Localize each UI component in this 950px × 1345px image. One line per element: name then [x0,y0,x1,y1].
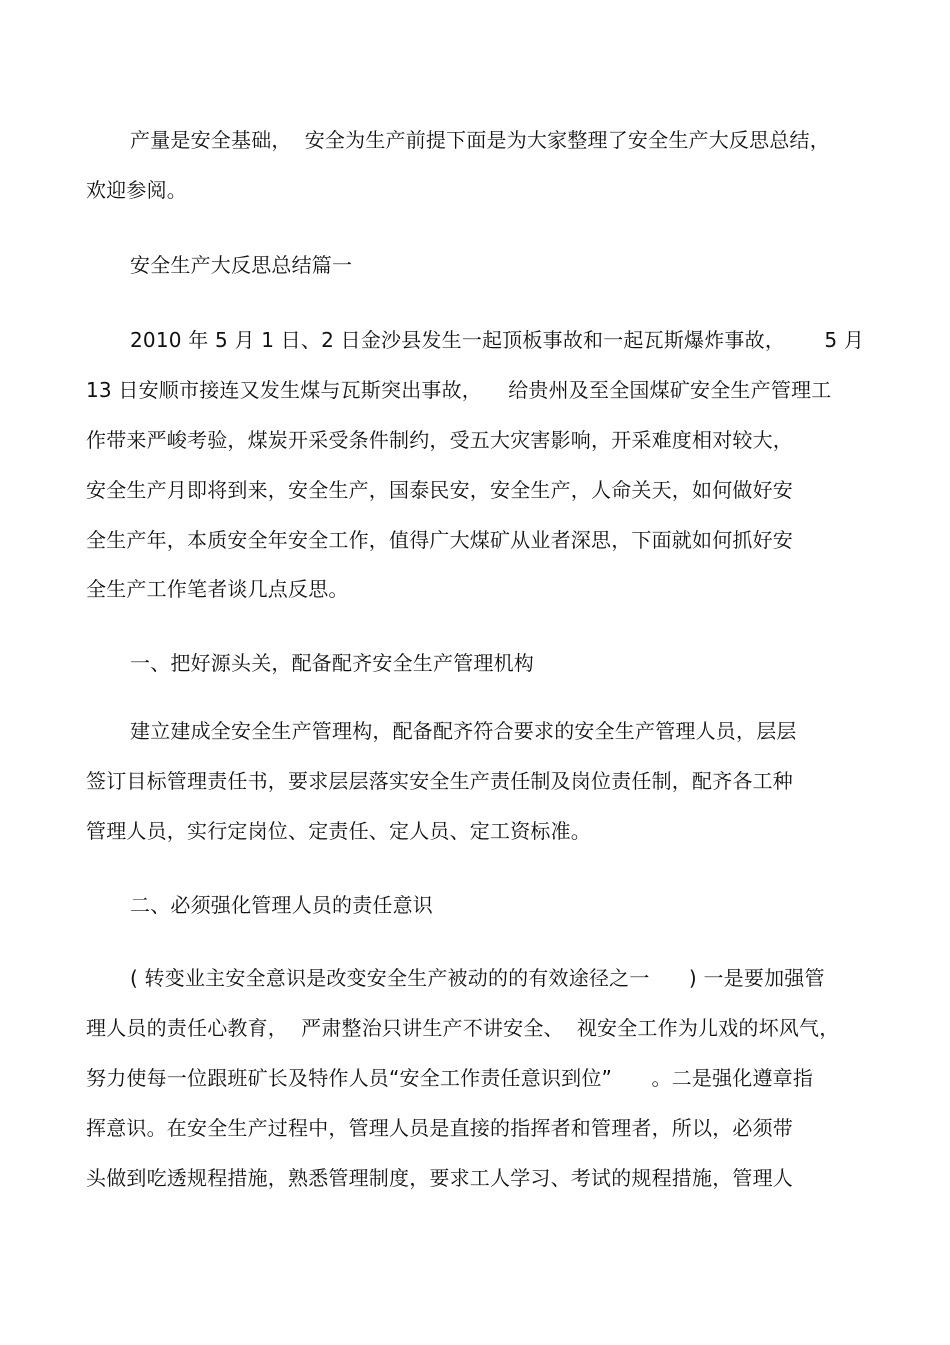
paragraph-section-2-line-1: ( 转变业主安全意识是改变安全生产被动的的有效途径之一 ) 一是要加强管 [130,966,825,990]
paragraph-section-1-line-2: 签订目标管理责任书，要求层层落实安全生产责任制及岗位责任制，配齐各工种 [86,769,793,793]
paragraph-background-line-4: 安全生产月即将到来，安全生产，国泰民安，安全生产，人命关天，如何做好安 [86,478,793,502]
section-heading-2: 二、必须强化管理人员的责任意识 [130,893,433,917]
paragraph-background-line-6: 全生产工作笔者谈几点反思。 [86,577,349,601]
paragraph-section-2-line-5: 头做到吃透规程措施，熟悉管理制度，要求工人学习、考试的规程措施，管理人 [86,1166,793,1190]
paragraph-section-2-line-4: 挥意识。在安全生产过程中，管理人员是直接的指挥者和管理者，所以，必须带 [86,1116,793,1140]
paragraph-section-2-line-3: 努力使每一位跟班矿长及特作人员“安全工作责任意识到位” 。二是强化遵章指 [86,1066,814,1090]
paragraph-background-line-5: 全生产年，本质安全年安全工作，值得广大煤矿从业者深思，下面就如何抓好安 [86,528,793,552]
paragraph-section-2-line-2: 理人员的责任心教育， 严肃整治只讲生产不讲安全、 视安全工作为儿戏的坏风气， [86,1016,840,1040]
section-heading-1: 一、把好源头关，配备配齐安全生产管理机构 [130,651,534,675]
paragraph-background-line-3: 作带来严峻考验，煤炭开采受条件制约，受五大灾害影响，开采难度相对较大， [86,428,793,452]
paragraph-intro-line-2: 欢迎参阅。 [86,178,187,202]
paragraph-section-1-line-3: 管理人员，实行定岗位、定责任、定人员、定工资标准。 [86,819,591,843]
paragraph-section-1-line-1: 建立建成全安全生产管理构，配备配齐符合要求的安全生产管理人员，层层 [130,719,797,743]
section-heading-article-1: 安全生产大反思总结篇一 [130,253,353,277]
paragraph-intro-line-1: 产量是安全基础， 安全为生产前提下面是为大家整理了安全生产大反思总结， [130,128,830,152]
paragraph-background-line-1: 2010 年 5 月 1 日、2 日金沙县发生一起顶板事故和一起瓦斯爆炸事故， 5 月 [130,328,865,352]
paragraph-background-line-2: 13 日安顺市接连又发生煤与瓦斯突出事故， 给贵州及至全国煤矿安全生产管理工 [86,378,832,402]
